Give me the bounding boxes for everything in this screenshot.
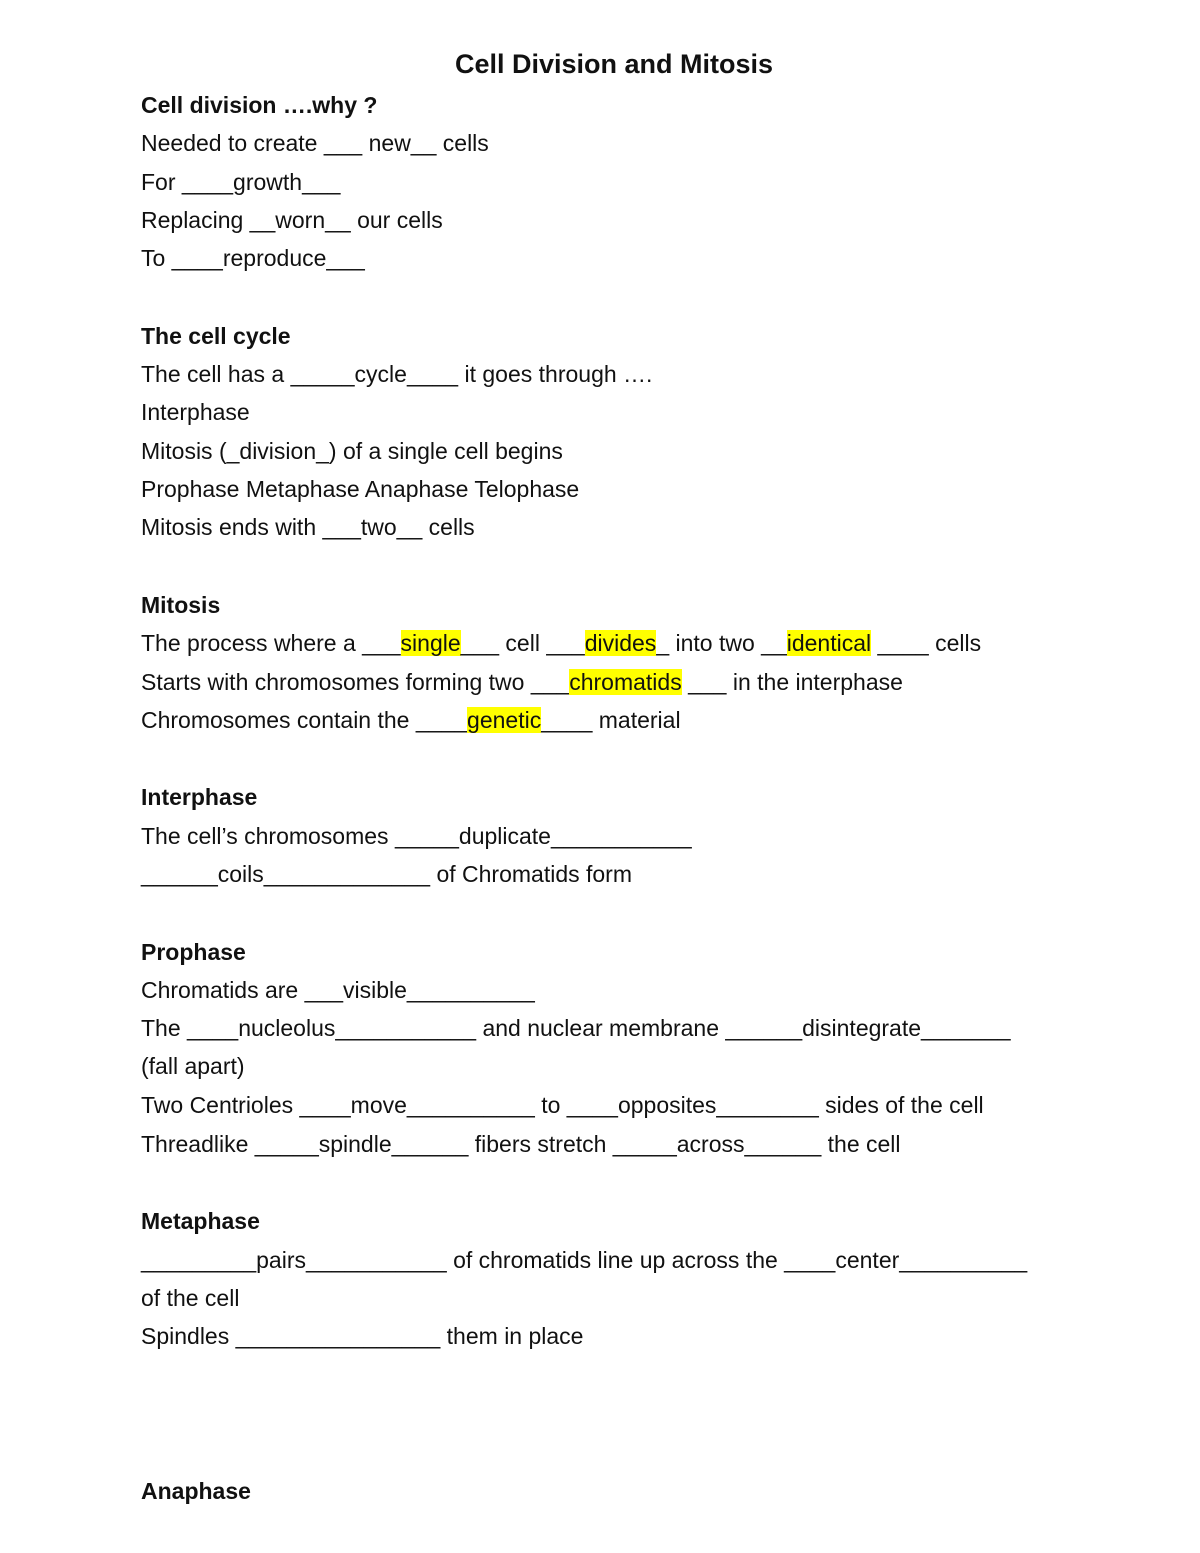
highlighted-answer: genetic bbox=[467, 707, 542, 733]
text-line bbox=[141, 705, 681, 735]
text-segment: The process where a ___ bbox=[141, 630, 401, 656]
text-segment: Chromosomes contain the ____ bbox=[141, 707, 468, 733]
text-segment: ____ cells bbox=[871, 630, 982, 656]
text-line: ______coils_____________ of Chromatids form bbox=[141, 861, 632, 887]
section-heading: Cell division ….why ? bbox=[141, 92, 378, 118]
text-segment: Starts with chromosomes forming two ___ bbox=[141, 669, 570, 695]
text-line: Prophase Metaphase Anaphase Telophase bbox=[141, 476, 580, 502]
section-heading: Anaphase bbox=[141, 1478, 251, 1504]
section-heading: Interphase bbox=[141, 784, 258, 810]
highlighted-answer: divides bbox=[584, 630, 657, 656]
text-segment: _ into two __ bbox=[656, 630, 787, 656]
text-line: The cell’s chromosomes _____duplicate___________ bbox=[141, 823, 692, 849]
highlighted-answer: identical bbox=[786, 630, 872, 656]
text-line: Mitosis (_division_) of a single cell begins bbox=[141, 438, 563, 464]
text-segment: ___ in the interphase bbox=[681, 669, 903, 695]
text-line: Threadlike _____spindle______ fibers stretch _____across______ the cell bbox=[141, 1131, 901, 1157]
section-heading: Metaphase bbox=[141, 1208, 260, 1234]
text-line: The cell has a _____cycle____ it goes through …. bbox=[141, 361, 653, 387]
text-segment: ____ material bbox=[541, 707, 681, 733]
text-line: _________pairs___________ of chromatids line up across the ____center__________ bbox=[141, 1247, 1028, 1273]
section-heading: Prophase bbox=[141, 939, 246, 965]
text-segment: ___ cell ___ bbox=[460, 630, 585, 656]
text-line bbox=[141, 667, 903, 697]
text-line: (fall apart) bbox=[141, 1053, 245, 1079]
text-line: Two Centrioles ____move__________ to ____opposites________ sides of the cell bbox=[141, 1092, 984, 1118]
text-line: The ____nucleolus___________ and nuclear membrane ______disintegrate_______ bbox=[141, 1015, 1011, 1041]
section-heading: The cell cycle bbox=[141, 323, 291, 349]
text-line: Interphase bbox=[141, 399, 250, 425]
highlighted-answer: chromatids bbox=[569, 669, 682, 695]
text-line: of the cell bbox=[141, 1285, 240, 1311]
text-line: For ____growth___ bbox=[141, 169, 341, 195]
page-title: Cell Division and Mitosis bbox=[454, 49, 774, 79]
text-line bbox=[141, 628, 981, 658]
text-line: Chromatids are ___visible__________ bbox=[141, 977, 535, 1003]
text-line: Mitosis ends with ___two__ cells bbox=[141, 514, 475, 540]
text-line: Needed to create ___ new__ cells bbox=[141, 130, 489, 156]
section-heading: Mitosis bbox=[141, 592, 221, 618]
text-line: Replacing __worn__ our cells bbox=[141, 207, 443, 233]
highlighted-answer: single bbox=[400, 630, 461, 656]
text-line: To ____reproduce___ bbox=[141, 245, 365, 271]
text-line: Spindles ________________ them in place bbox=[141, 1323, 584, 1349]
